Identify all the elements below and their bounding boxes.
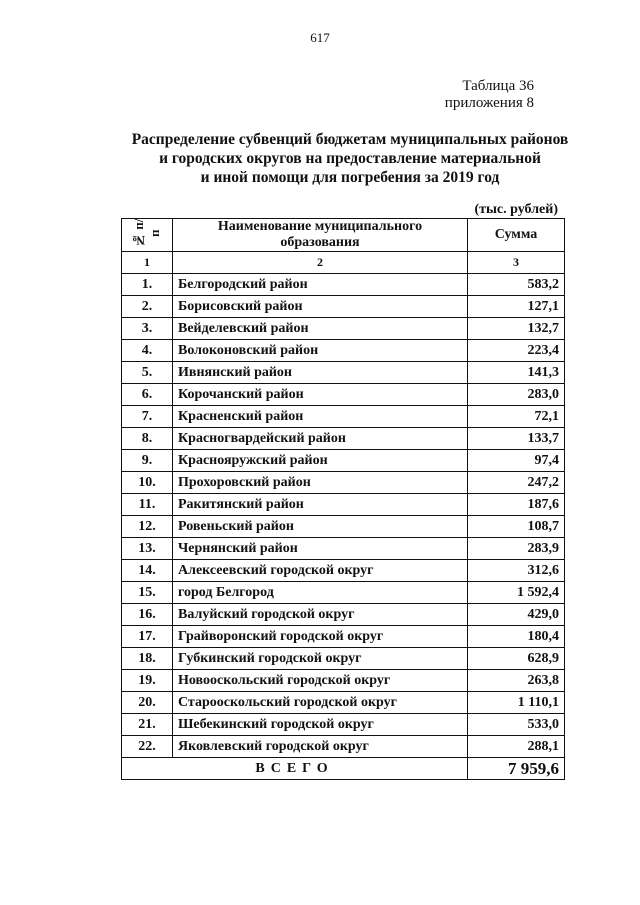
row-number: 21.: [122, 714, 173, 736]
row-name: Вейделевский район: [173, 318, 468, 340]
table-row: [122, 340, 565, 362]
row-name: Прохоровский район: [173, 472, 468, 494]
header-name-line: Наименование муниципального: [217, 219, 423, 234]
document-title: [120, 130, 580, 187]
row-sum: 223,4: [468, 340, 565, 362]
row-name: Борисовский район: [173, 296, 468, 318]
row-name: Ровеньский район: [173, 516, 468, 538]
title-line: Распределение субвенций бюджетам муниципальных районов: [131, 131, 569, 148]
table-row: [122, 648, 565, 670]
row-name: Старооскольский городской округ: [173, 692, 468, 714]
row-number: 19.: [122, 670, 173, 692]
row-number: 2.: [122, 296, 173, 318]
table-row: [122, 670, 565, 692]
row-name: Красненский район: [173, 406, 468, 428]
row-number: 22.: [122, 736, 173, 758]
row-name: город Белгород: [173, 582, 468, 604]
table-row: [122, 582, 565, 604]
header-number: [122, 219, 173, 252]
row-sum: 288,1: [468, 736, 565, 758]
row-name: Шебекинский городской округ: [173, 714, 468, 736]
row-sum: 283,9: [468, 538, 565, 560]
row-sum: 312,6: [468, 560, 565, 582]
row-sum: 429,0: [468, 604, 565, 626]
row-sum: 1 592,4: [468, 582, 565, 604]
table-row: [122, 626, 565, 648]
table-row: [122, 736, 565, 758]
row-sum: 247,2: [468, 472, 565, 494]
header-row: [122, 219, 565, 252]
table-row: [122, 296, 565, 318]
table-row: [122, 516, 565, 538]
row-name: Белгородский район: [173, 274, 468, 296]
table-row: [122, 274, 565, 296]
table-row: [122, 714, 565, 736]
row-name: Краснояружский район: [173, 450, 468, 472]
table-reference: [445, 78, 534, 112]
row-name: Ракитянский район: [173, 494, 468, 516]
row-number: 20.: [122, 692, 173, 714]
row-number: 11.: [122, 494, 173, 516]
row-name: Чернянский район: [173, 538, 468, 560]
row-sum: 1 110,1: [468, 692, 565, 714]
row-sum: 187,6: [468, 494, 565, 516]
table-row: [122, 692, 565, 714]
row-sum: 263,8: [468, 670, 565, 692]
total-row: [122, 758, 565, 780]
row-number: 18.: [122, 648, 173, 670]
table-number: Таблица 36: [462, 78, 534, 94]
table-row: [122, 384, 565, 406]
table-body: [122, 274, 565, 758]
row-number: 4.: [122, 340, 173, 362]
table-row: [122, 450, 565, 472]
row-number: 15.: [122, 582, 173, 604]
row-sum: 72,1: [468, 406, 565, 428]
row-name: Волоконовский район: [173, 340, 468, 362]
header-name-line: образования: [280, 235, 360, 250]
row-number: 3.: [122, 318, 173, 340]
row-name: Губкинский городской округ: [173, 648, 468, 670]
subsidy-table: [121, 218, 565, 780]
row-name: Корочанский район: [173, 384, 468, 406]
row-sum: 583,2: [468, 274, 565, 296]
row-sum: 133,7: [468, 428, 565, 450]
row-number: 16.: [122, 604, 173, 626]
total-sum: 7 959,6: [468, 758, 565, 780]
units-label: (тыс. рублей): [474, 202, 558, 217]
table-row: [122, 362, 565, 384]
row-name: Яковлевский городской округ: [173, 736, 468, 758]
row-sum: 97,4: [468, 450, 565, 472]
row-name: Алексеевский городской округ: [173, 560, 468, 582]
row-sum: 533,0: [468, 714, 565, 736]
row-sum: 127,1: [468, 296, 565, 318]
title-line: и городских округов на предоставление материальной: [159, 150, 541, 167]
row-name: Валуйский городской округ: [173, 604, 468, 626]
table-row: [122, 494, 565, 516]
total-label: ВСЕГО: [122, 758, 468, 780]
header-number-text: № п/п: [131, 217, 162, 248]
table-row: [122, 318, 565, 340]
row-number: 7.: [122, 406, 173, 428]
page-number: 617: [310, 30, 330, 45]
table-row: [122, 538, 565, 560]
table-row: [122, 560, 565, 582]
header-name: [173, 219, 468, 252]
row-number: 10.: [122, 472, 173, 494]
title-line: и иной помощи для погребения за 2019 год: [200, 169, 500, 186]
row-number: 17.: [122, 626, 173, 648]
table-row: [122, 406, 565, 428]
table-row: [122, 604, 565, 626]
row-sum: 108,7: [468, 516, 565, 538]
row-sum: 628,9: [468, 648, 565, 670]
row-number: 5.: [122, 362, 173, 384]
table-row: [122, 472, 565, 494]
row-name: Грайворонский городской округ: [173, 626, 468, 648]
row-number: 8.: [122, 428, 173, 450]
row-number: 1.: [122, 274, 173, 296]
column-index: 1: [122, 252, 173, 274]
appendix-number: приложения 8: [444, 95, 534, 111]
column-index: 3: [468, 252, 565, 274]
row-number: 12.: [122, 516, 173, 538]
row-number: 9.: [122, 450, 173, 472]
row-sum: 283,0: [468, 384, 565, 406]
header-sum: Сумма: [468, 219, 565, 252]
row-name: Новооскольский городской округ: [173, 670, 468, 692]
row-sum: 132,7: [468, 318, 565, 340]
row-number: 14.: [122, 560, 173, 582]
row-name: Ивнянский район: [173, 362, 468, 384]
row-sum: 180,4: [468, 626, 565, 648]
row-name: Красногвардейский район: [173, 428, 468, 450]
row-sum: 141,3: [468, 362, 565, 384]
column-index-row: [122, 252, 565, 274]
table-row: [122, 428, 565, 450]
row-number: 13.: [122, 538, 173, 560]
column-index: 2: [173, 252, 468, 274]
row-number: 6.: [122, 384, 173, 406]
